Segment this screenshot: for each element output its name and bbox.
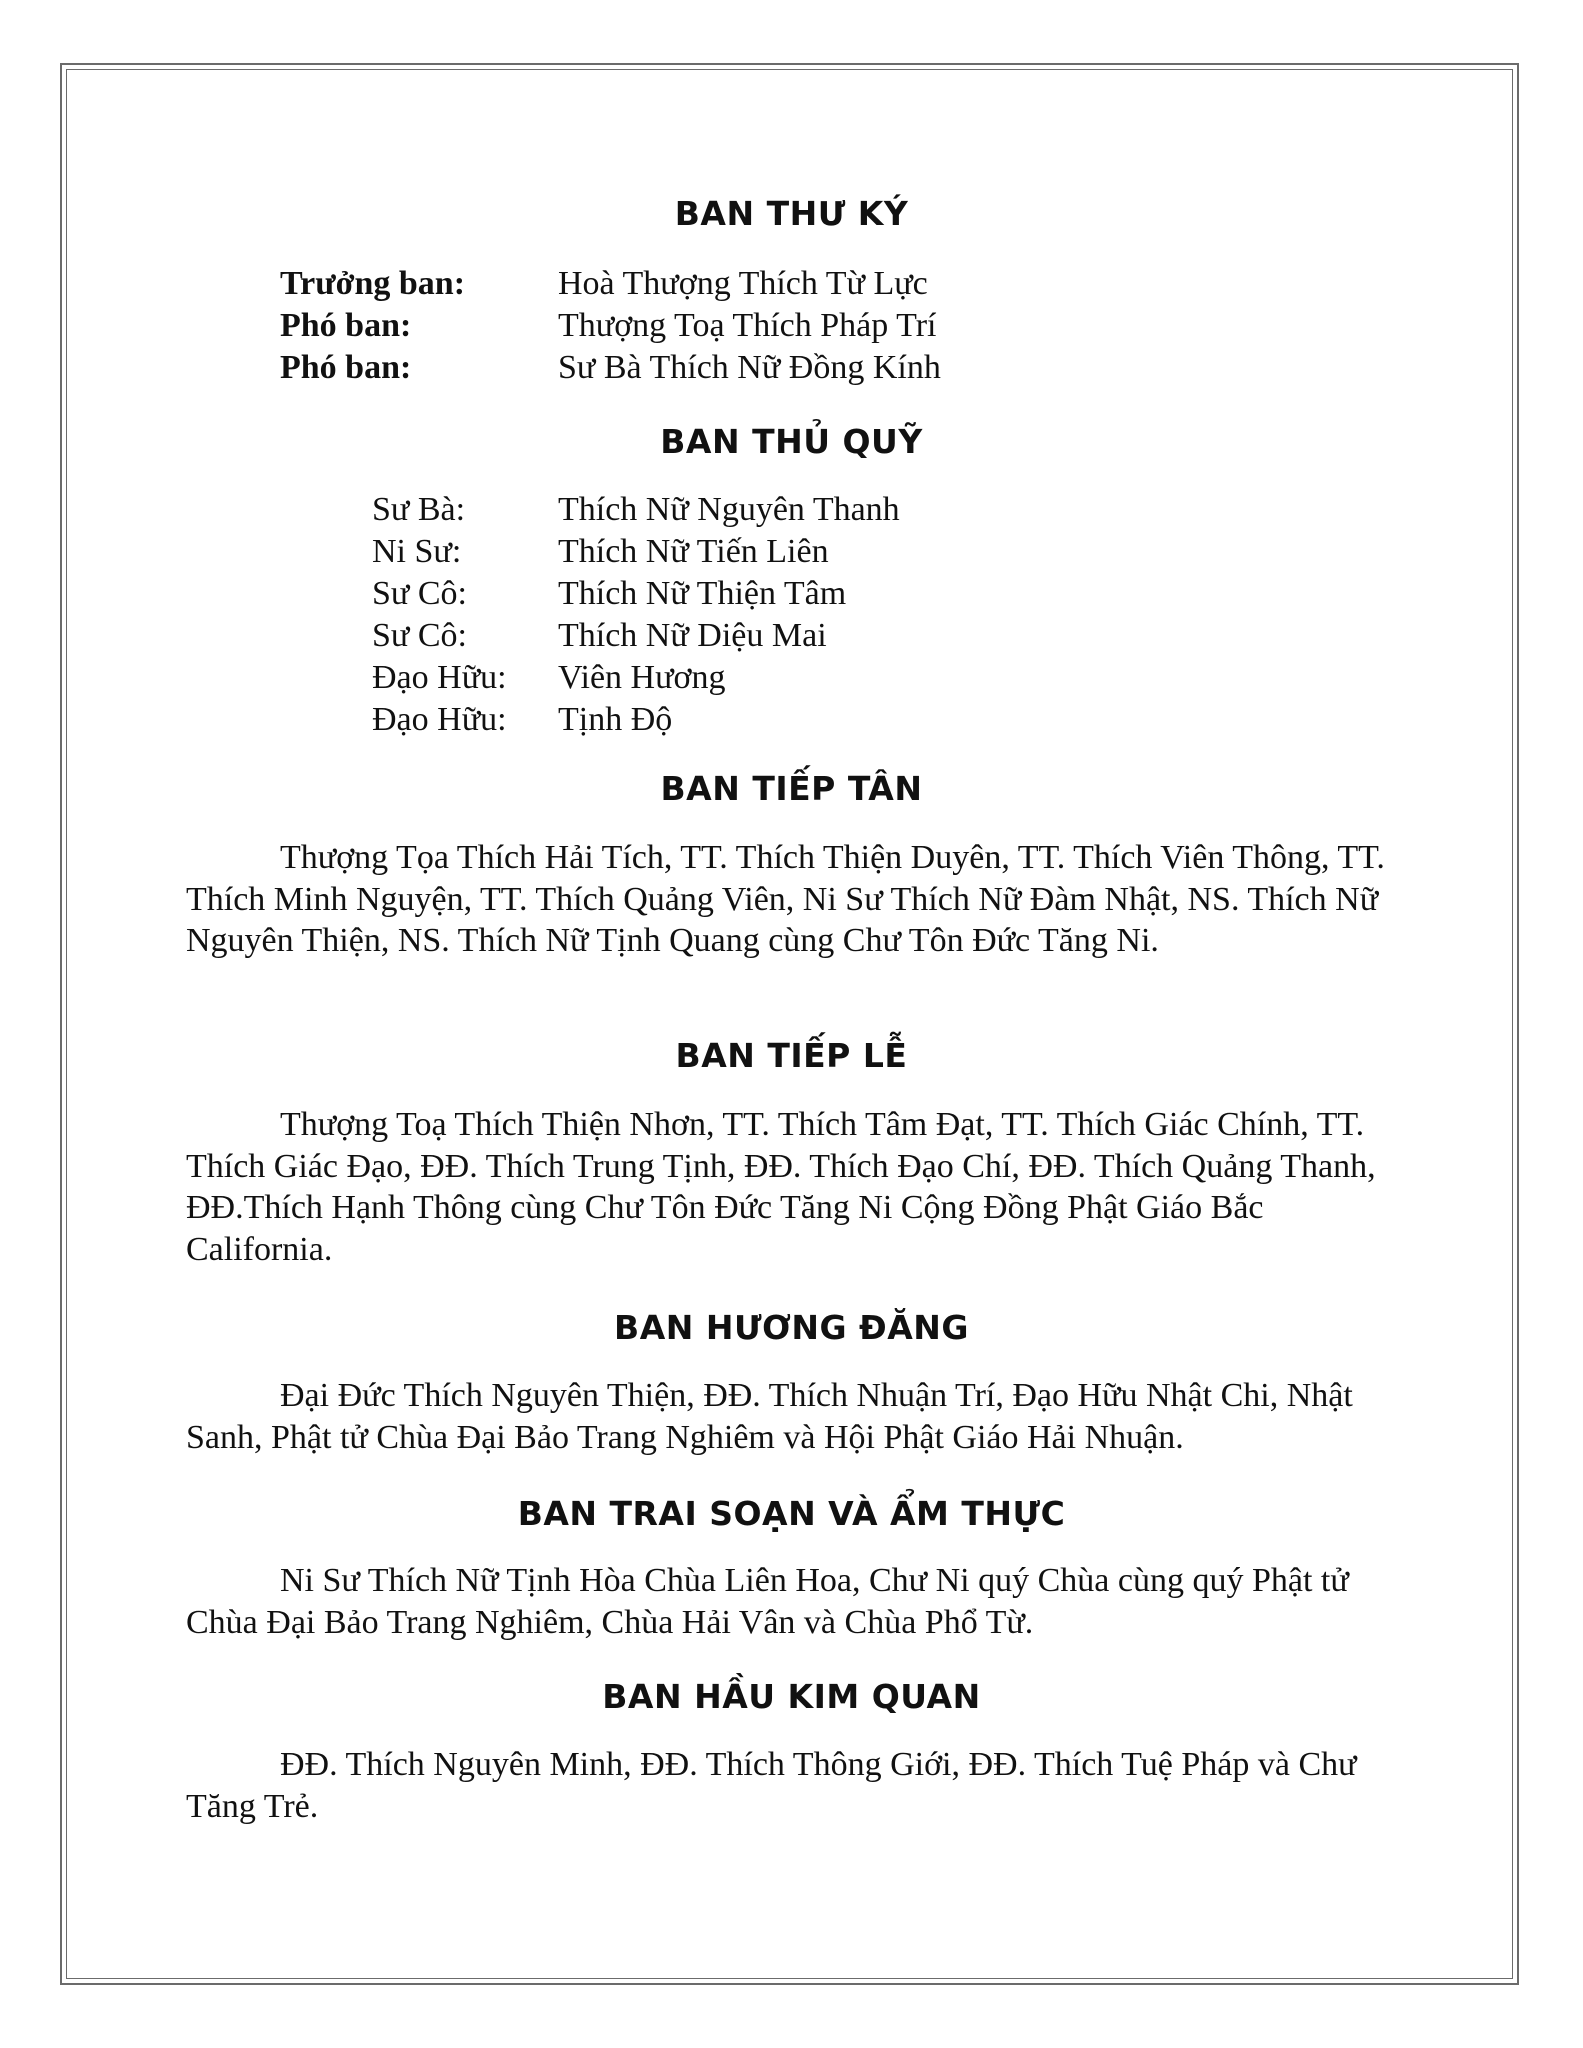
- row-label: Sư Bà:: [372, 491, 466, 528]
- row-label: Phó ban:: [280, 349, 412, 386]
- row-label: Trưởng ban:: [280, 265, 466, 302]
- row-value: Viên Hương: [558, 659, 726, 696]
- section-title-thu-ky: BAN THƯ KÝ: [674, 194, 909, 233]
- thu-quy-row-2: [372, 531, 829, 573]
- row-value: Tịnh Độ: [558, 701, 673, 738]
- section-title-tiep-tan: BAN TIẾP TÂN: [660, 769, 923, 808]
- row-value: Thích Nữ Diệu Mai: [558, 617, 827, 654]
- row-value: Sư Bà Thích Nữ Đồng Kính: [558, 349, 941, 386]
- section-title-thu-quy: BAN THỦ QUỸ: [660, 422, 923, 461]
- row-value: Thượng Toạ Thích Pháp Trí: [558, 307, 937, 344]
- hau-kim-quan-paragraph: ĐĐ. Thích Nguyên Minh, ĐĐ. Thích Thông Giới, ĐĐ. Thích Tuệ Pháp và Chư Tăng Trẻ.: [186, 1746, 1357, 1825]
- row-label: Đạo Hữu:: [372, 701, 507, 738]
- thu-quy-row-4: [372, 615, 827, 657]
- section-title-huong-dang: BAN HƯƠNG ĐĂNG: [614, 1308, 969, 1347]
- thu-quy-row-5: [372, 657, 726, 699]
- row-label: Ni Sư:: [372, 533, 462, 570]
- row-value: Hoà Thượng Thích Từ Lực: [558, 265, 928, 302]
- thu-ky-row-3: [280, 347, 941, 389]
- row-value: Thích Nữ Tiến Liên: [558, 533, 829, 570]
- row-label: Phó ban:: [280, 307, 412, 344]
- row-value: Thích Nữ Thiện Tâm: [558, 575, 847, 612]
- thu-quy-row-3: [372, 573, 846, 615]
- row-value: Thích Nữ Nguyên Thanh: [558, 491, 900, 528]
- tiep-tan-paragraph: Thượng Tọa Thích Hải Tích, TT. Thích Thiện Duyên, TT. Thích Viên Thông, TT. Thích Minh Nguyện, TT. Thích Quảng Viên, Ni Sư Thích Nữ Đàm Nhật, NS. Thích Nữ Nguyên Thiện, NS. Thích Nữ Tịnh Quang cùng Chư Tôn Đức Tăng Ni.: [186, 839, 1385, 959]
- row-label: Sư Cô:: [372, 575, 467, 612]
- section-title-hau-kim-quan: BAN HẦU KIM QUAN: [602, 1677, 981, 1716]
- trai-soan-paragraph: Ni Sư Thích Nữ Tịnh Hòa Chùa Liên Hoa, Chư Ni quý Chùa cùng quý Phật tử Chùa Đại Bảo Trang Nghiêm, Chùa Hải Vân và Chùa Phổ Từ.: [186, 1562, 1349, 1641]
- thu-ky-row-2: [280, 305, 936, 347]
- tiep-le-paragraph: Thượng Toạ Thích Thiện Nhơn, TT. Thích Tâm Đạt, TT. Thích Giác Chính, TT. Thích Giác Đạo, ĐĐ. Thích Trung Tịnh, ĐĐ. Thích Đạo Chí, ĐĐ. Thích Quảng Thanh, ĐĐ.Thích Hạnh Thông cùng Chư Tôn Đức Tăng Ni Cộng Đồng Phật Giáo Bắc California.: [186, 1106, 1376, 1268]
- huong-dang-paragraph: Đại Đức Thích Nguyên Thiện, ĐĐ. Thích Nhuận Trí, Đạo Hữu Nhật Chi, Nhật Sanh, Phật tử Chùa Đại Bảo Trang Nghiêm và Hội Phật Giáo Hải Nhuận.: [186, 1377, 1353, 1456]
- section-title-tiep-le: BAN TIẾP LỄ: [675, 1036, 908, 1075]
- thu-ky-row-1: [280, 263, 928, 305]
- section-title-trai-soan: BAN TRAI SOẠN VÀ ẨM THỰC: [517, 1494, 1066, 1533]
- thu-quy-row-1: [372, 489, 900, 531]
- row-label: Sư Cô:: [372, 617, 467, 654]
- row-label: Đạo Hữu:: [372, 659, 507, 696]
- thu-quy-row-6: [372, 699, 672, 741]
